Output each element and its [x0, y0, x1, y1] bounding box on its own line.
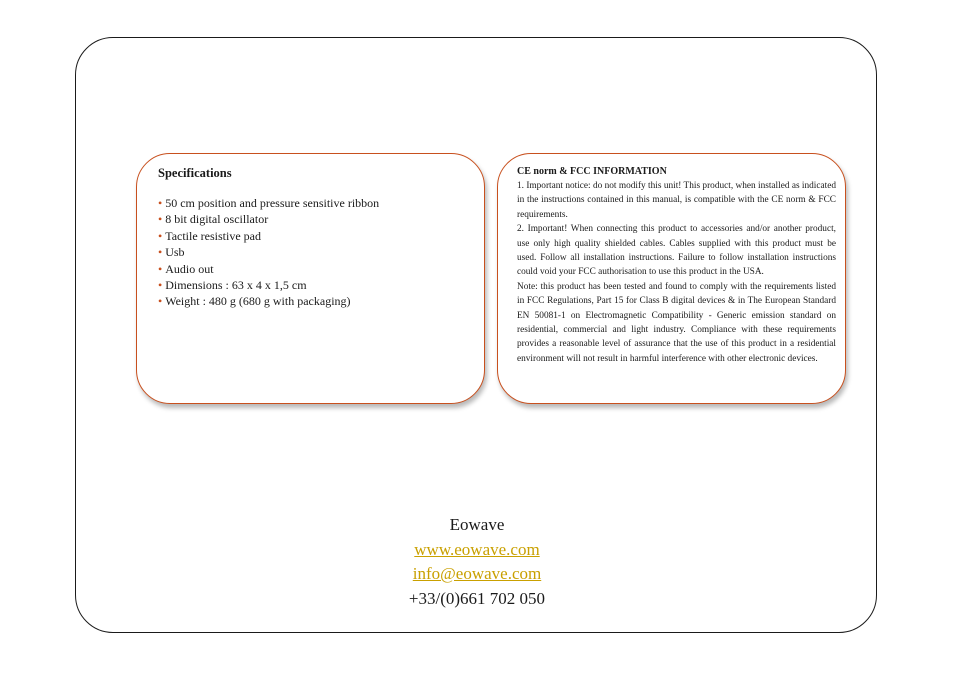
list-item: • Dimensions : 63 x 4 x 1,5 cm — [158, 278, 307, 293]
list-item: • Usb — [158, 245, 185, 260]
specifications-list — [158, 195, 470, 310]
list-item: • Tactile resistive pad — [158, 228, 261, 243]
list-item: • Weight : 480 g (680 g with packaging) — [158, 294, 351, 309]
bullet-icon: • — [158, 196, 163, 210]
bullet-icon: • — [158, 261, 163, 276]
company-name: Eowave — [449, 515, 505, 534]
ce-fcc-title: CE norm & FCC INFORMATION — [517, 166, 667, 177]
email-link[interactable]: info@eowave.com — [412, 564, 542, 583]
specifications-title: Specifications — [158, 166, 232, 180]
list-item: • 8 bit digital oscillator — [158, 212, 269, 227]
ce-fcc-box — [497, 153, 846, 404]
ce-fcc-notice-2: 2. Important! When connecting this product to accessories and/or another product, use only high quality shielded cables. Cables supplied with this product must be used. Follow all installation instructions. Failure to follow installation instructions could void your FCC authorisation to use this product in the USA. — [517, 224, 836, 278]
contact-footer — [0, 513, 954, 611]
ce-fcc-note: Note: this product has been tested and found to comply with the requirements listed in FCC Regulations, Part 15 for Class B digital devices & in The European Standard EN 50081-1 on Electromagnetic Compatibility - Generic emission standard on residential, commercial and light industry. Compliance with these requirements provides a reasonable level of assurance that the use of this product in a residential environment will not result in harmful interference with other electronic devices. — [517, 281, 836, 364]
bullet-icon: • — [158, 278, 163, 293]
bullet-icon: • — [158, 228, 163, 243]
bullet-icon: • — [158, 245, 163, 260]
phone-number: +33/(0)661 702 050 — [408, 588, 546, 608]
website-link[interactable]: www.eowave.com — [414, 539, 540, 559]
bullet-icon: • — [158, 212, 163, 227]
bullet-icon: • — [158, 294, 163, 309]
ce-fcc-notice-1: 1. Important notice: do not modify this unit! This product, when installed as indicated in the instructions contained in this manual, is compatible with the CE norm & FCC requirements. — [517, 181, 836, 220]
list-item: • 50 cm position and pressure sensitive ribbon — [158, 196, 380, 210]
specifications-box — [136, 153, 485, 404]
list-item: • Audio out — [158, 261, 214, 276]
